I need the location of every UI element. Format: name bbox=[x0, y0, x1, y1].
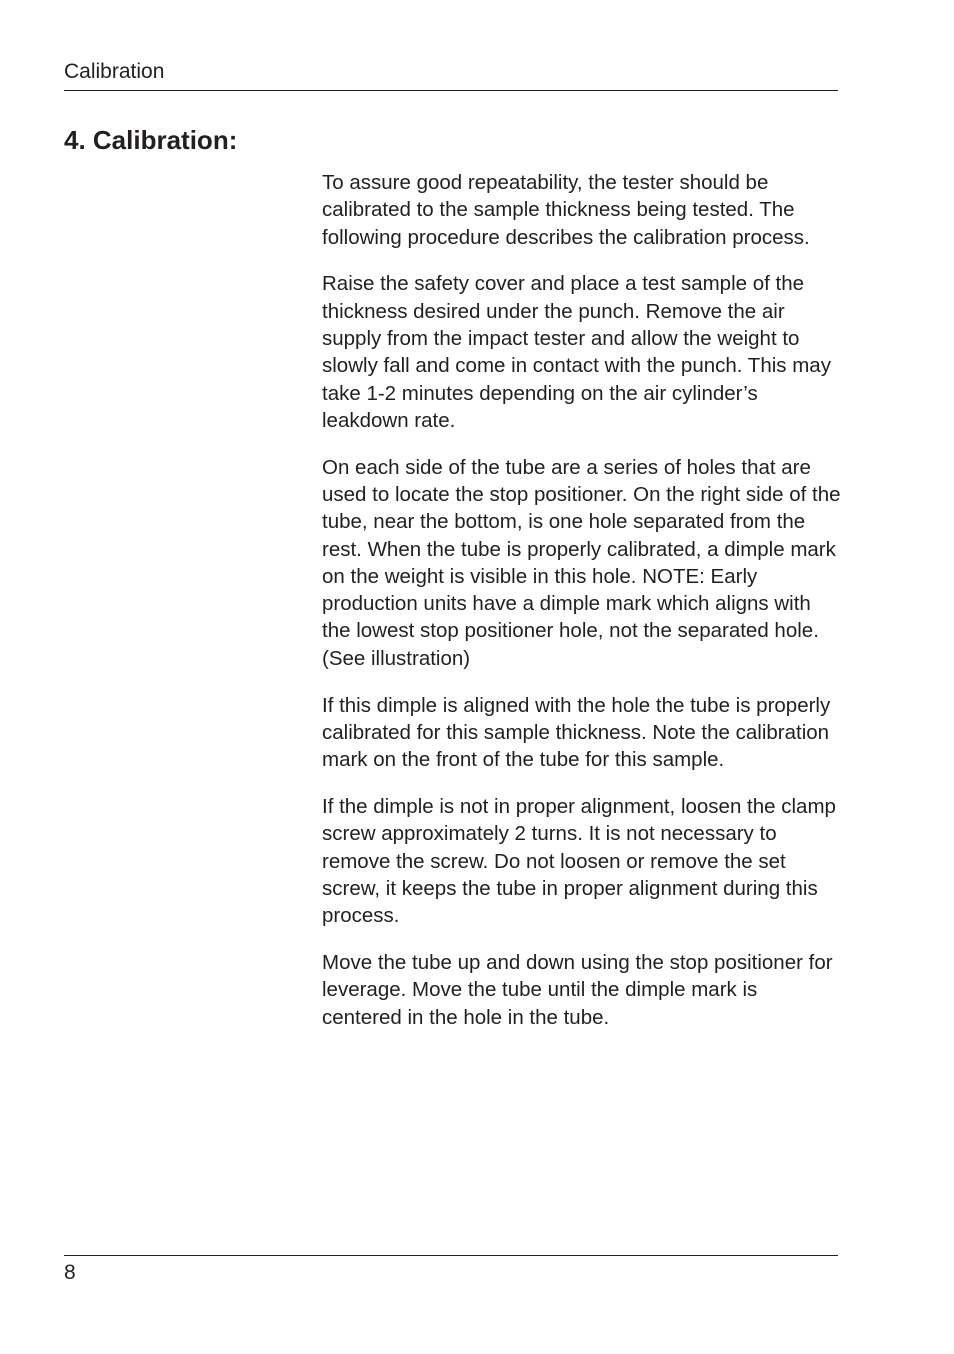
paragraph-not-aligned: If the dimple is not in proper alignment, loosen the clamp screw approximately 2 turns. It is not necessary to remove the screw. Do not loosen or remove the set screw, it keeps the tube in proper alignment during this process. bbox=[322, 794, 836, 928]
footer-rule bbox=[64, 1255, 838, 1256]
page-number: 8 bbox=[64, 1261, 76, 1284]
paragraph-sample-placement: Raise the safety cover and place a test sample of the thickness desired under the punch. Remove the air supply from the impact tester and allow the weight to slowly fall and come in contact with the punch. This may take 1-2 minutes depending on the air cylinder’s leakdown rate. bbox=[322, 272, 831, 432]
body-text bbox=[322, 169, 842, 1050]
paragraph-intro: To assure good repeatability, the tester should be calibrated to the sample thickness being tested. The following procedure describes the calibration process. bbox=[322, 171, 810, 249]
paragraph-holes: On each side of the tube are a series of holes that are used to locate the stop positioner. On the right side of the tube, near the bottom, is one hole separated from the rest. When the tube is properly calibrated, a dimple mark on the weight is visible in this hole. NOTE: Early production units have a dimple mark which aligns with the lowest stop positioner hole, not the separated hole. (See illustration) bbox=[322, 455, 841, 670]
paragraph-move-tube: Move the tube up and down using the stop positioner for leverage. Move the tube until the dimple mark is centered in the hole in the tube. bbox=[322, 950, 833, 1029]
section-title: 4. Calibration: bbox=[64, 125, 238, 155]
header-rule bbox=[64, 90, 838, 91]
paragraph-aligned: If this dimple is aligned with the hole the tube is properly calibrated for this sample thickness. Note the calibration mark on the front of the tube for this sample. bbox=[322, 693, 831, 772]
running-header: Calibration bbox=[64, 60, 165, 83]
